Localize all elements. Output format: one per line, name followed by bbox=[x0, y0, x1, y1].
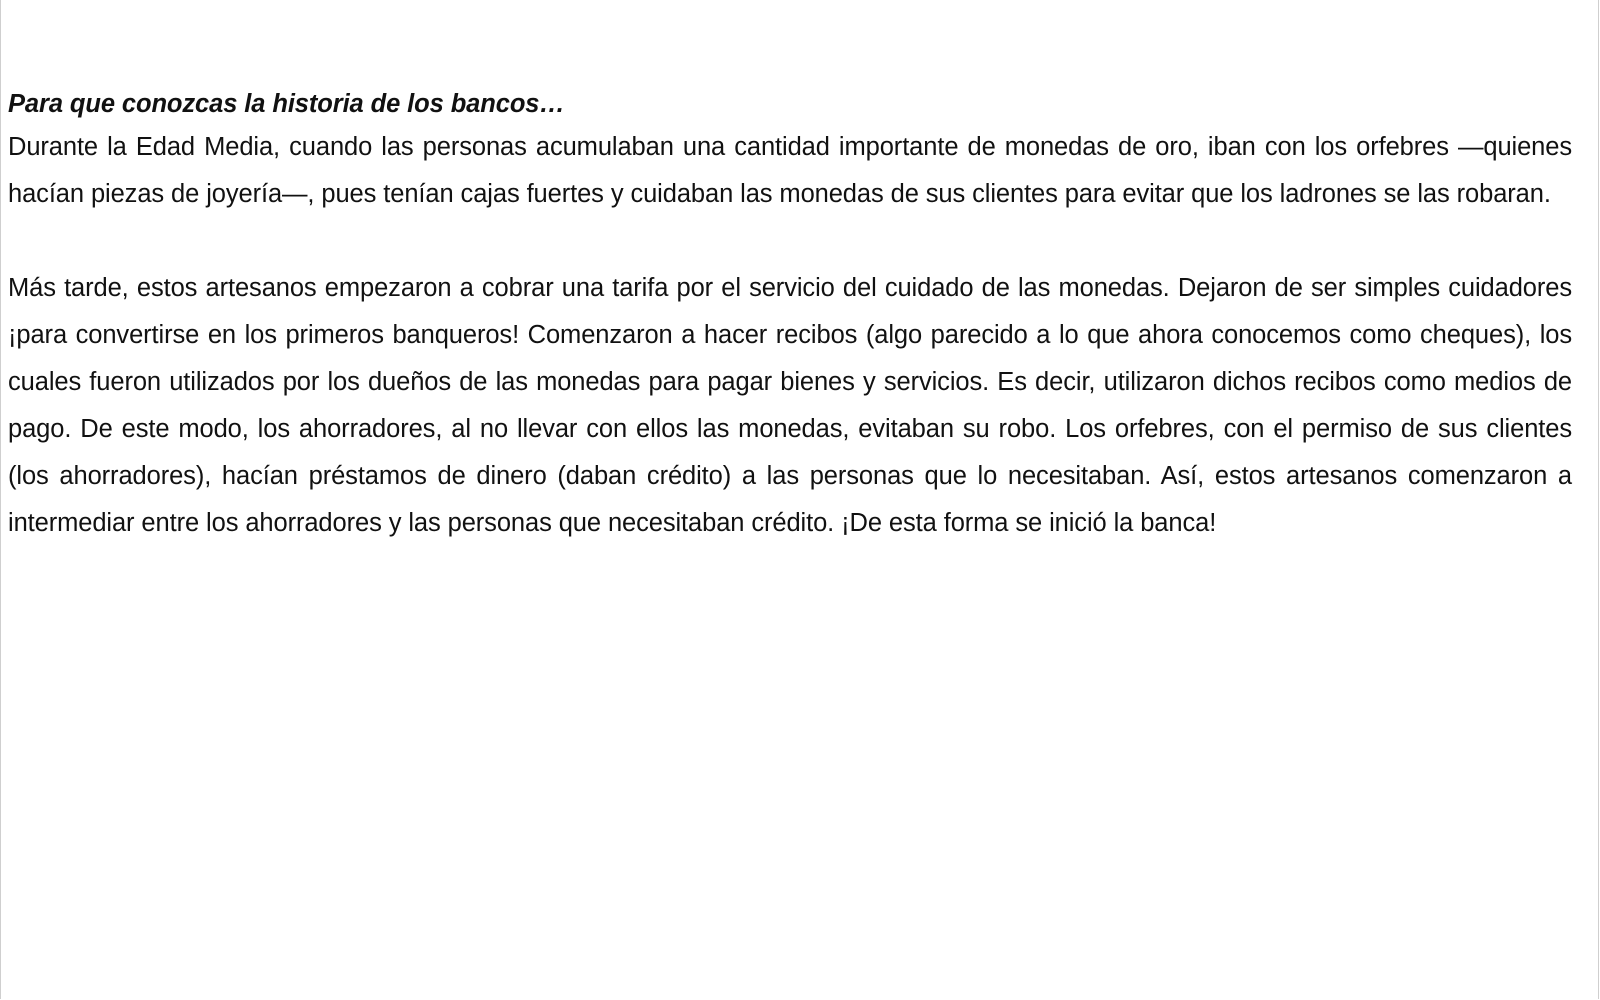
section-heading: Para que conozcas la historia de los bancos… bbox=[8, 90, 565, 118]
document-content bbox=[8, 84, 1572, 547]
paragraph-orfebres: Durante la Edad Media, cuando las personas acumulaban una cantidad importante de monedas de oro, iban con los orfebres —quienes hacían piezas de joyería—, pues tenían cajas fuertes y cuidaban las monedas de sus clientes para evitar que los ladrones se las robaran. bbox=[8, 133, 1572, 208]
paragraph-banqueros: Más tarde, estos artesanos empezaron a cobrar una tarifa por el servicio del cuidado de las monedas. Dejaron de ser simples cuidadores ¡para convertirse en los primeros banqueros! Comenzaron a hacer recibos (algo parecido a lo que ahora conocemos como cheques), los cuales fueron utilizados por los dueños de las monedas para pagar bienes y servicios. Es decir, utilizaron dichos recibos como medios de pago. De este modo, los ahorradores, al no llevar con ellos las monedas, evitaban su robo. Los orfebres, con el permiso de sus clientes (los ahorradores), hacían préstamos de dinero (daban crédito) a las personas que lo necesitaban. Así, estos artesanos comenzaron a intermediar entre los ahorradores y las personas que necesitaban crédito. ¡De esta forma se inició la banca! bbox=[8, 274, 1572, 537]
